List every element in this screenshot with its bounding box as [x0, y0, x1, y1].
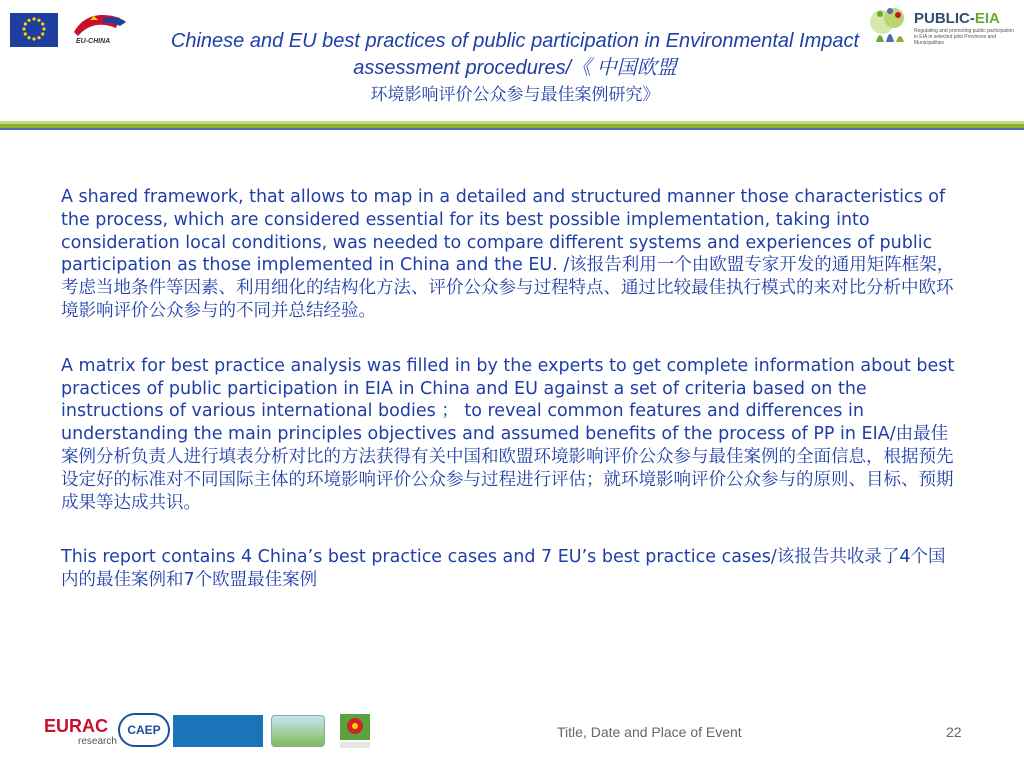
- public-eia-name-part: PUBLIC-: [914, 10, 975, 27]
- body-paragraph: A shared framework, that allows to map in a detailed and structured manner those characteristics of the process, which are considered essential for its best possible implementation, taking into consideration local conditions, was needed to compare different systems and experiences of public participation as those implemented in China and the EU. /该报告利用一个由欧盟专家开发的通用矩阵框架，考虑当地条件等因素、利用细化的结构化方法、评价公众参与过程特点、通过比较最佳执行模式的来对比分析中欧环境影响评价公众参与的不同并总结经验。: [61, 187, 955, 321]
- eurac-research-logo: [40, 716, 117, 750]
- eurac-logo-text: EURAC: [44, 716, 109, 736]
- yunnan-institute-logo: [173, 715, 263, 747]
- header-divider-blue: [0, 128, 1024, 130]
- public-eia-name-eia: EIA: [974, 10, 1000, 27]
- slide-header: [0, 0, 1024, 120]
- eu-china-logo: [68, 10, 132, 54]
- body-paragraph: This report contains 4 China’s best practice cases and 7 EU’s best practice cases/该报告共收录了4个国内的最佳案例和7个欧盟最佳案例: [61, 547, 946, 591]
- eu-china-logo-text: EU-CHINA: [76, 38, 111, 45]
- caep-logo: CAEP: [118, 713, 170, 747]
- footer-event-label: Title, Date and Place of Event: [557, 724, 742, 740]
- public-eia-logo-tagline: Regulating and promoting public participation in EIA in selected pilot Provinces and Municipalities: [914, 28, 1015, 46]
- eu-flag-icon: [10, 13, 58, 47]
- green-organization-logo: [271, 715, 325, 747]
- body-paragraph: A matrix for best practice analysis was filled in by the experts to get complete information about best practices of public participation in EIA in China and EU against a set of criteria based on the instructions of various international bodies ； to reveal common features and differences in understanding the main principles objectives and assumed benefits of the process of PP in EIA/由最佳案例分析负责人进行填表分析对比的方法获得有关中国和欧盟环境影响评价公众参与最佳案例的全面信息，根据预先设定好的标准对不同国际主体的环境影响评价公众参与过程进行评估；就环境影响评价公众参与的原则、目标、预期成果等达成共识。: [61, 355, 955, 513]
- slide-title-chinese: 环境影响评价公众参与最佳案例研究》: [370, 85, 660, 104]
- slide-title-english: Chinese and EU best practices of public participation in Environmental Impact assessment procedures/《 中国欧盟: [170, 30, 860, 79]
- slide-title: [140, 28, 890, 107]
- public-eia-logo: [868, 2, 1018, 56]
- eurac-logo-subtext: research: [78, 736, 117, 747]
- page-number: 22: [946, 724, 962, 740]
- public-eia-people-icon: [868, 2, 912, 52]
- sawa-logo: [336, 712, 374, 752]
- public-eia-logo-name: [914, 10, 1000, 27]
- slide-body: [61, 186, 961, 624]
